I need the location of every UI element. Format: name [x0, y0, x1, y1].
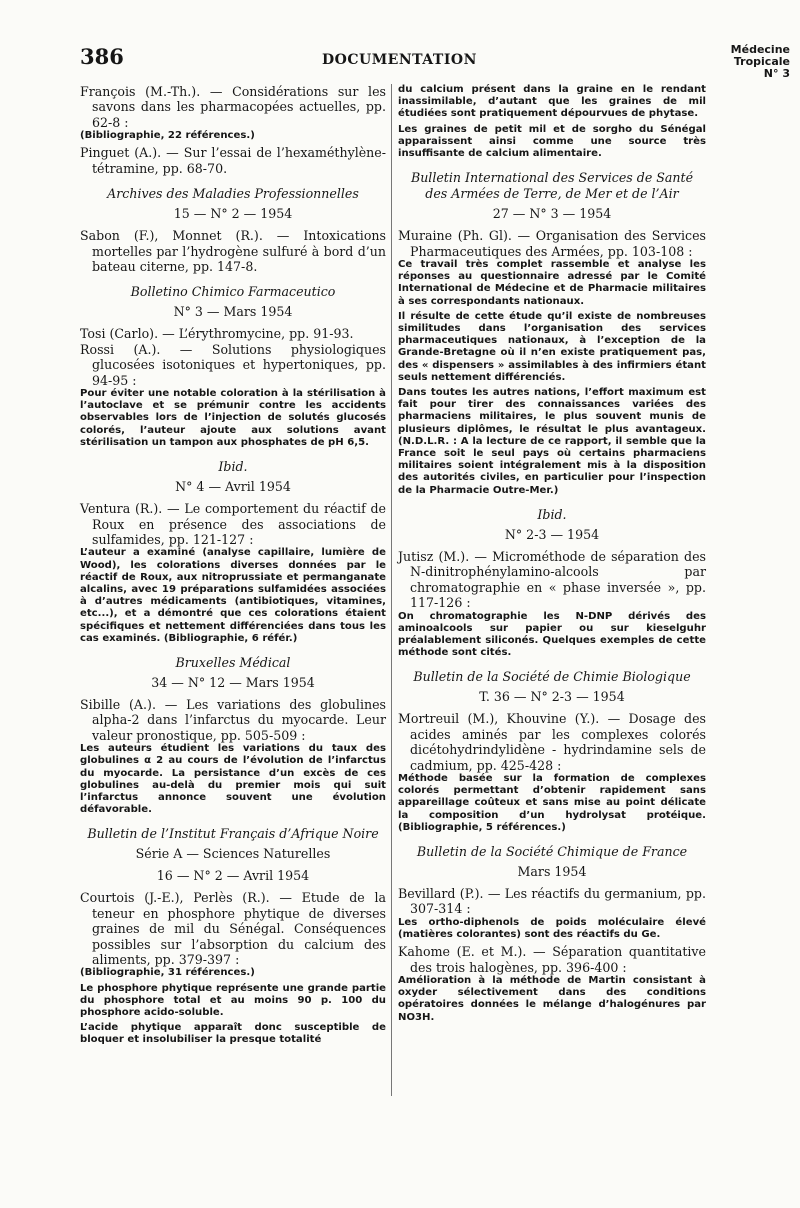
right-column	[398, 84, 706, 1027]
bibliographic-entry: Pinguet (A.). — Sur l’essai de l’hexaméthylène-tétramine, pp. 68-70.	[80, 145, 386, 176]
journal-title: Ibid.	[537, 506, 567, 522]
abstract-text: Ce travail très complet rassemble et analyse les réponses au questionnaire adressé par le Comité International de Médecine et de Pharmacie militaires à ses correspondants nationaux.	[398, 259, 706, 307]
journal-title: Bruxelles Médical	[175, 654, 291, 670]
abstract-text: L’auteur a examiné (analyse capillaire, lumière de Wood), les colorations diverses données par le réactif de Roux, aux nitroprussiate et permanganate alcalins, avec 19 préparations sulfamidées associées à d’autres médicaments (antibiotiques, vitamines, etc...), et a démontré que ces colorations étaient spécifiques et nettement différenciées dans tous les cas examinés. (Bibliographie, 6 référ.)	[80, 547, 386, 644]
bibliographic-entry: Bevillard (P.). — Les réactifs du germanium, pp. 307-314 :	[398, 885, 706, 917]
bibliographic-entry: François (M.-Th.). — Considérations sur les savons dans les pharmacopées actuelles, pp. 62-8 :	[80, 84, 386, 130]
issue-line: 16 — N° 2 — Avril 1954	[156, 868, 310, 884]
bibliographic-entry: Ventura (R.). — Le comportement du réactif de Roux en présence des associations de sulfamides, pp. 121-127 :	[80, 501, 386, 547]
issue-line: 34 — N° 12 — Mars 1954	[151, 674, 315, 690]
journal-title: Bulletin de l’Institut Français d’Afrique Noire	[87, 826, 379, 842]
abstract-text: L’acide phytique apparaît donc susceptible de bloquer et insolubiliser la presque totalité	[80, 1022, 386, 1046]
abstract-text: Les graines de petit mil et de sorgho du Sénégal apparaissent ainsi comme une source très insuffisante de calcium alimentaire.	[398, 123, 706, 160]
journal-tag-line: N° 3	[763, 67, 790, 80]
issue-line: N° 4 — Avril 1954	[175, 479, 291, 495]
column-divider	[391, 84, 392, 1096]
abstract-text: Les auteurs étudient les variations du taux des globulines α 2 au cours de l’évolution de l’infarctus du myocarde. La persistance d’un excès de ces globulines au-delà du premier mois qui suit l’infarctus annonce souvent une évolution défavorable.	[80, 743, 386, 816]
bibliographic-entry: Courtois (J.-E.), Perlès (R.). — Etude de la teneur en phosphore phytique de diverses graines de mil du Sénégal. Conséquences possibles sur l’absorption du calcium des aliments, pp. 379-397 :	[80, 890, 386, 967]
issue-line: 15 — N° 2 — 1954	[173, 206, 293, 222]
abstract-text: (Bibliographie, 31 références.)	[80, 967, 255, 979]
bibliographic-entry: Jutisz (M.). — Microméthode de séparation des N-dinitrophénylamino-alcools par chromatographie en « phase inversée », pp. 117-126 :	[398, 548, 706, 611]
running-title: DOCUMENTATION	[322, 52, 477, 68]
abstract-text: Le phosphore phytique représente une grande partie du phosphore total et au moins 90 p. 100 du phosphore acido-soluble.	[80, 982, 386, 1019]
bibliographic-entry: Rossi (A.). — Solutions physiologiques glucosées isotoniques et hypertoniques, pp. 94-95 :	[80, 341, 386, 388]
journal-title: Bulletin de la Société de Chimie Biologique	[413, 669, 691, 685]
abstract-text: Dans toutes les autres nations, l’effort maximum est fait pour tirer des connaissances variées des pharmaciens militaires, le plus souvent munis de plusieurs diplômes, le résultat le plus avantageux. (N.D.L.R. : A la lecture de ce rapport, il semble que la France soit le seul pays où certains pharmaciens militaires soient intégralement mis à la disposition des autorités civiles, en particulier pour l’inspection de la Pharmacie Outre-Mer.)	[398, 387, 706, 496]
journal-tag-line: Médecine	[730, 43, 790, 56]
journal-tag-line: Tropicale	[733, 55, 790, 68]
journal-title: Bulletin International des Services de Santé des Armées de Terre, de Mer et de l’Air	[410, 170, 694, 202]
abstract-text: Pour éviter une notable coloration à la stérilisation à l’autoclave et se prémunir contre les accidents observables lors de l’injection de solutés glucosés colorés, l’auteur ajoute aux solutions avant stérilisation un tampon aux phosphates de pH 6,5.	[80, 388, 386, 448]
issue-line: Mars 1954	[517, 863, 587, 879]
journal-title: Bolletino Chimico Farmaceutico	[130, 284, 336, 300]
page-number: 386	[80, 44, 124, 69]
bibliographic-entry: Tosi (Carlo). — L’érythromycine, pp. 91-93.	[80, 326, 354, 342]
issue-line: N° 2-3 — 1954	[504, 526, 600, 542]
bibliographic-entry: Mortreuil (M.), Khouvine (Y.). — Dosage des acides aminés par les complexes colorés dicétohydrindylidène - hydrindamine sels de cadmium, pp. 425-428 :	[398, 711, 706, 773]
abstract-text: (Bibliographie, 22 références.)	[80, 130, 255, 142]
bibliographic-entry: Sabon (F.), Monnet (R.). — Intoxications mortelles par l’hydrogène sulfuré à bord d’un bateau citerne, pp. 147-8.	[80, 228, 386, 275]
abstract-text: du calcium présent dans la graine en le rendant inassimilable, d’autant que les graines de mil étudiées sont pratiquement dépourvues de phytase.	[398, 84, 706, 120]
journal-tag	[731, 44, 790, 80]
issue-line: Série A — Sciences Naturelles	[135, 846, 331, 862]
abstract-text: On chromatographie les N-DNP dérivés des aminoalcools sur papier ou sur kieselguhr préalablement siliconés. Quelques exemples de cette méthode sont cités.	[398, 610, 706, 659]
abstract-text: Les ortho-diphenols de poids moléculaire élevé (matières colorantes) sont des réactifs du Ge.	[398, 916, 706, 940]
issue-line: N° 3 — Mars 1954	[173, 304, 293, 320]
bibliographic-entry: Muraine (Ph. Gl). — Organisation des Services Pharmaceutiques des Armées, pp. 103-108 :	[398, 228, 706, 259]
abstract-text: Amélioration à la méthode de Martin consistant à oxyder sélectivement dans des conditions opératoires données le mélange d’halogénures par NO3H.	[398, 975, 706, 1023]
journal-title: Bulletin de la Société Chimique de France	[416, 843, 688, 859]
abstract-text: Il résulte de cette étude qu’il existe de nombreuses similitudes dans l’organisation des services pharmaceutiques nationaux, à l’exception de la Grande-Bretagne où il n’en existe pratiquement pas, des « dispensers » assimilables à des infirmiers étant seuls nettement différenciés.	[398, 310, 706, 383]
abstract-text: Méthode basée sur la formation de complexes colorés permettant d’obtenir rapidement sans appareillage coûteux et sans mise au point délicate la composition d’un hydrolysat protéique. (Bibliographie, 5 références.)	[398, 772, 706, 833]
bibliographic-entry: Kahome (E. et M.). — Séparation quantitative des trois halogènes, pp. 396-400 :	[398, 944, 706, 975]
issue-line: T. 36 — N° 2-3 — 1954	[479, 689, 625, 705]
journal-title: Archives des Maladies Professionnelles	[107, 186, 359, 202]
bibliographic-entry: Sibille (A.). — Les variations des globulines alpha-2 dans l’infarctus du myocarde. Leur valeur pronostique, pp. 505-509 :	[80, 696, 386, 743]
left-column	[80, 84, 386, 1050]
journal-title: Ibid.	[218, 459, 248, 475]
issue-line: 27 — N° 3 — 1954	[492, 206, 612, 222]
